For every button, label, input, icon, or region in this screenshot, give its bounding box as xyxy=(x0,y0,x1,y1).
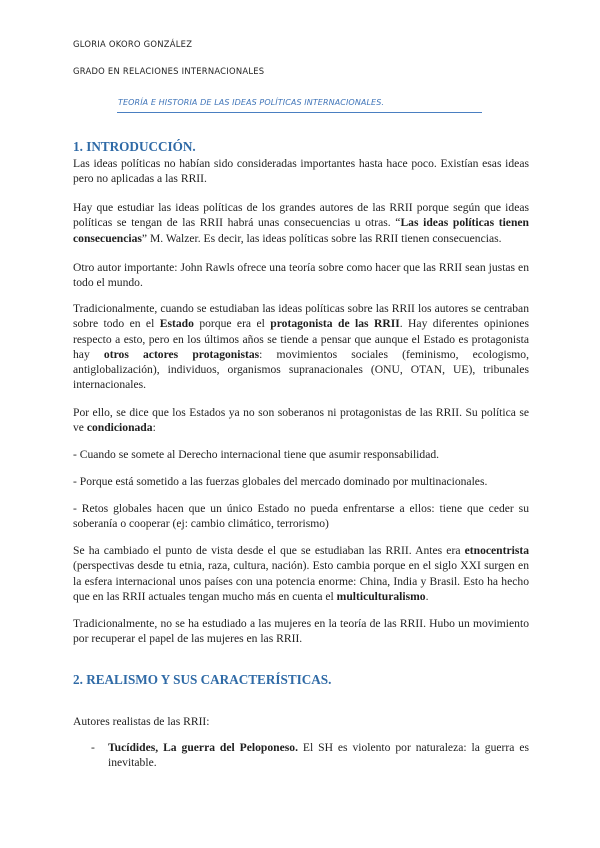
etnocentrista-bold: etnocentrista xyxy=(464,544,529,557)
paragraph-2-text-c: ” M. Walzer. Es decir, las ideas políticas sobre las RRII tienen consecuencias. xyxy=(141,231,502,245)
paragraph-4-text-c: porque era el xyxy=(193,317,271,331)
subject-underline xyxy=(117,112,482,113)
tucidides-bold: Tucídides, La guerra del Peloponeso. xyxy=(108,741,298,754)
condicionada-bold: condicionada xyxy=(86,421,153,435)
paragraph-1 xyxy=(73,156,529,187)
degree-header: GRADO EN RELACIONES INTERNACIONALES xyxy=(73,66,265,76)
dash-item-3-text: - Retos globales hacen que un único Estado no pueda enfrentarse a ellos: tiene que ceder su soberanía o cooperar (ej: cambio climático, terrorismo) xyxy=(73,502,529,531)
paragraph-5-text-a: Por ello, se dice que los Estados ya no son soberanos ni protagonistas de las RRII. Su política se ve xyxy=(73,406,529,435)
dash-item-3 xyxy=(73,501,529,532)
paragraph-4-text-g: : movimientos sociales (feminismo, ecologismo, antiglobalización), individuos, organismos supranacionales (ONU, OTAN, UE), tribunales internacionales. xyxy=(73,347,530,392)
list-item-tucidides-text: El SH es violento por naturaleza: la guerra es inevitable. xyxy=(108,741,529,770)
dash-item-1-text: - Cuando se somete al Derecho internacional tiene que asumir responsabilidad. xyxy=(73,448,440,461)
protagonista-bold: protagonista de las RRII xyxy=(270,317,400,331)
section-title-introduccion: 1. INTRODUCCIÓN. xyxy=(73,139,196,154)
paragraph-7 xyxy=(73,616,529,647)
paragraph-6-text-e: . xyxy=(425,589,429,603)
paragraph-5-text-c: : xyxy=(152,421,156,435)
paragraph-3 xyxy=(73,260,529,291)
multiculturalismo-bold: multiculturalismo xyxy=(336,589,426,603)
paragraph-7-text: Tradicionalmente, no se ha estudiado a las mujeres en la teoría de las RRII. Hubo un movimiento por recuperar el papel de las mujeres en las RRII. xyxy=(73,617,529,646)
paragraph-8 xyxy=(73,714,529,729)
subject-title: TEORÍA E HISTORIA DE LAS IDEAS POLÍTICAS INTERNACIONALES. xyxy=(118,98,385,107)
paragraph-4-text-e: . Hay diferentes opiniones respecto a esto, pero en los últimos años se tiende a pensar que aunque el Estado es protagonista hay xyxy=(73,317,530,361)
author-header: GLORIA OKORO GONZÁLEZ xyxy=(73,39,193,49)
dash-item-1 xyxy=(73,447,529,462)
paragraph-8-text: Autores realistas de las RRII: xyxy=(73,715,210,728)
paragraph-2-text-a: Hay que estudiar las ideas políticas de los grandes autores de las RRII porque según que ideas políticas se tengan de las RRII habrá unas consecuencias u otras. “ xyxy=(73,201,529,230)
estado-bold: Estado xyxy=(159,317,194,331)
paragraph-4-text-a: Tradicionalmente, cuando se estudiaban las ideas políticas sobre las RRII los autores se centraban sobre todo en el xyxy=(73,302,529,331)
dash-item-2 xyxy=(73,474,529,489)
paragraph-2 xyxy=(73,200,529,246)
paragraph-5 xyxy=(73,405,529,436)
paragraph-1-text: Las ideas políticas no habían sido consideradas importantes hasta hace poco. Existían esas ideas pero no aplicadas a las RRII. xyxy=(73,157,529,186)
paragraph-4 xyxy=(73,301,529,393)
paragraph-6-text-c: (perspectivas desde tu etnia, raza, cultura, nación). Esto cambia porque en el siglo XXI surgen en la esfera internacional unos países con una potencia enorme: China, India y Brasil. Esto ha hecho que en las RRII actuales tengan mucho más en cuenta el xyxy=(73,559,529,603)
dash-item-2-text: - Porque está sometido a las fuerzas globales del mercado dominado por multinacionales. xyxy=(73,475,488,488)
section-title-realismo: 2. REALISMO Y SUS CARACTERÍSTICAS. xyxy=(73,672,332,687)
otros-actores-bold: otros actores protagonistas xyxy=(103,347,260,361)
walzer-quote: Las ideas políticas tienen consecuencias xyxy=(73,216,529,245)
paragraph-6 xyxy=(73,543,529,604)
list-dash: - xyxy=(91,741,95,754)
paragraph-6-text-a: Se ha cambiado el punto de vista desde el que se estudiaban las RRII. Antes era xyxy=(73,544,465,557)
list-item-tucidides xyxy=(91,740,529,771)
paragraph-3-text: Otro autor importante: John Rawls ofrece una teoría sobre como hacer que las RRII sean justas en todo el mundo. xyxy=(73,261,529,290)
